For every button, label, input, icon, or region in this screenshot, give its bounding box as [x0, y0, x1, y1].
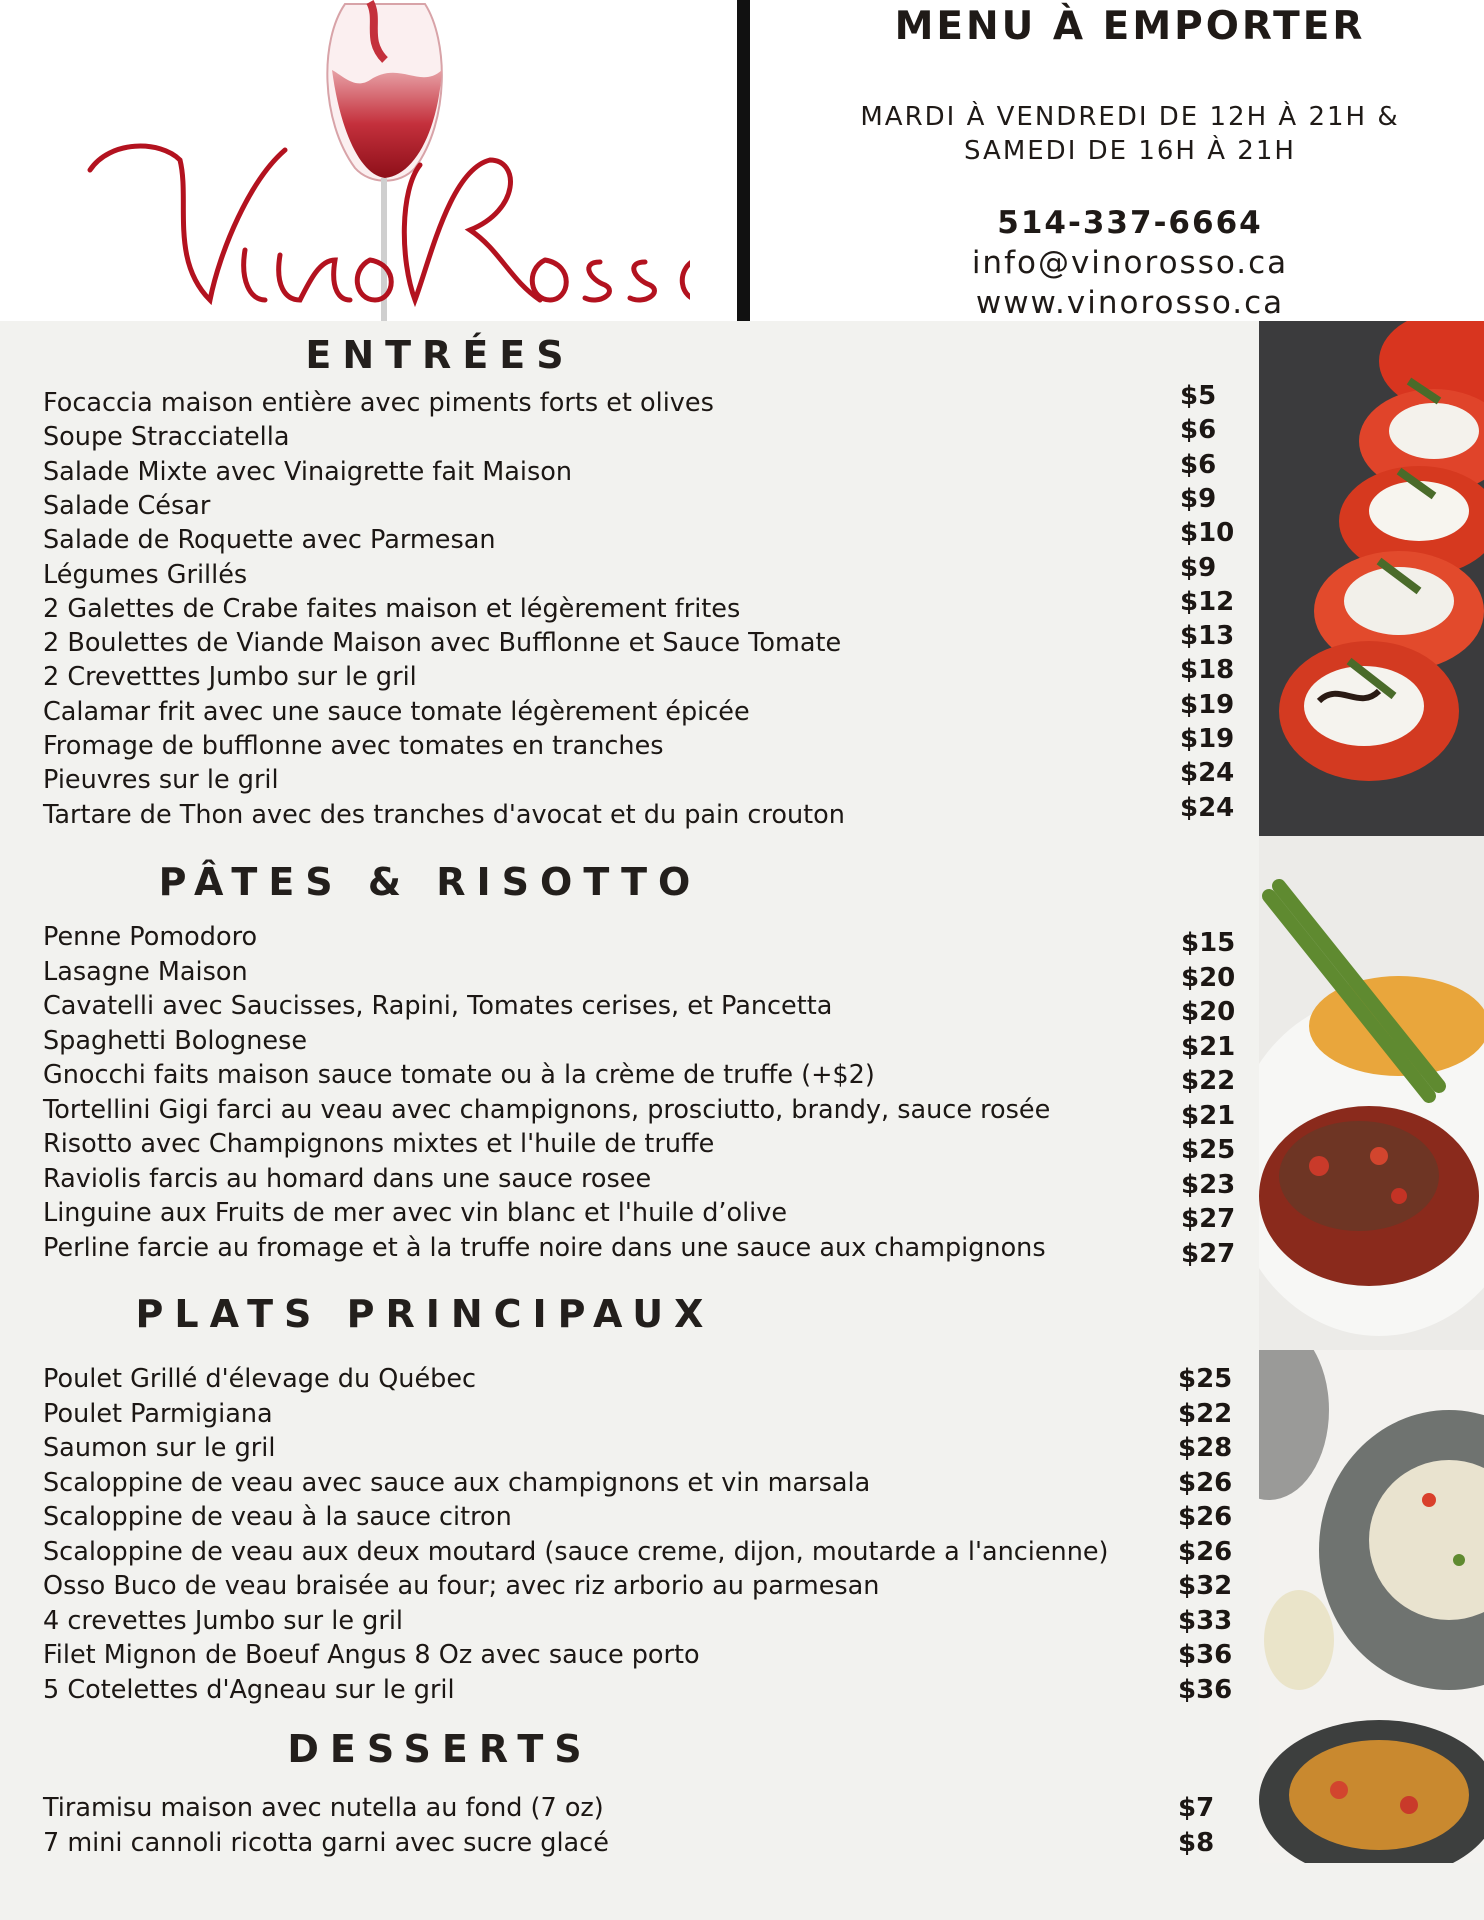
- opening-hours: [760, 100, 1484, 168]
- menu-item-name: 7 mini cannoli ricotta garni avec sucre glacé: [43, 1827, 609, 1858]
- menu-item-name: Saumon sur le gril: [43, 1433, 276, 1463]
- menu-item-price: $26: [1178, 1536, 1233, 1567]
- menu-item-price: $36: [1178, 1674, 1233, 1705]
- menu-item-name: Focaccia maison entière avec piments forts et olives: [43, 388, 714, 418]
- menu-item-price: $36: [1178, 1640, 1233, 1670]
- menu-item-price: $12: [1180, 586, 1235, 617]
- menu-item-name: Gnocchi faits maison sauce tomate ou à la crème de truffe (+$2): [43, 1060, 875, 1090]
- menu-item-name: Linguine aux Fruits de mer avec vin blanc et l'huile d’olive: [43, 1198, 788, 1228]
- menu-item-price: $5: [1180, 381, 1217, 411]
- menu-item-price: $32: [1178, 1571, 1233, 1601]
- osso-buco-photo: [1259, 836, 1484, 1350]
- menu-item-name: Calamar frit avec une sauce tomate légèrement épicée: [43, 696, 750, 727]
- menu-item-price: $27: [1181, 1204, 1236, 1234]
- menu-item-price: $20: [1181, 997, 1236, 1027]
- menu-item-price: $7: [1178, 1793, 1215, 1823]
- menu-item-price: $9: [1180, 552, 1217, 583]
- website-link[interactable]: www.vinorosso.ca: [975, 285, 1285, 321]
- menu-item-price: $24: [1180, 758, 1235, 789]
- menu-item-price: $26: [1178, 1467, 1233, 1498]
- menu-item-price: $8: [1178, 1827, 1215, 1858]
- menu-item-name: 2 Galettes de Crabe faites maison et légèrement frites: [43, 593, 741, 624]
- menu-item-name: Lasagne Maison: [43, 956, 248, 987]
- menu-item-name: Filet Mignon de Boeuf Angus 8 Oz avec sauce porto: [43, 1640, 700, 1670]
- hours-line-2: SAMEDI DE 16H À 21H: [964, 136, 1296, 166]
- menu-item-price: $6: [1180, 449, 1217, 480]
- menu-item-price: $22: [1181, 1066, 1236, 1096]
- vino-rosso-logo: [70, 0, 690, 321]
- menu-item-name: Spaghetti Bolognese: [43, 1025, 308, 1056]
- menu-item-price: $25: [1181, 1135, 1236, 1165]
- section-title-entrees: ENTRÉES: [305, 333, 575, 377]
- menu-item-price: $20: [1181, 962, 1236, 993]
- menu-item-name: Raviolis farcis au homard dans une sauce rosee: [43, 1163, 652, 1194]
- phone-number[interactable]: 514-337-6664: [997, 205, 1263, 241]
- menu-item-name: Osso Buco de veau braisée au four; avec riz arborio au parmesan: [43, 1571, 880, 1601]
- menu-item-price: $26: [1178, 1502, 1233, 1532]
- menu-item-name: Tartare de Thon avec des tranches d'avocat et du pain crouton: [43, 799, 845, 830]
- menu-item-price: $13: [1180, 621, 1235, 652]
- menu-item-name: Perline farcie au fromage et à la truffe noire dans une sauce aux champignons: [43, 1232, 1046, 1263]
- menu-item-price: $10: [1180, 518, 1235, 549]
- menu-item-name: Poulet Parmigiana: [43, 1398, 273, 1429]
- menu-item-name: Soupe Stracciatella: [43, 422, 290, 453]
- menu-item-name: Légumes Grillés: [43, 559, 248, 590]
- menu-item-price: $28: [1178, 1433, 1233, 1463]
- section-title-pates: PÂTES & RISOTTO: [158, 860, 702, 904]
- menu-item-price: $27: [1181, 1238, 1236, 1269]
- menu-item-name: 2 Boulettes de Viande Maison avec Bufflonne et Sauce Tomate: [43, 628, 842, 659]
- menu-item-name: Fromage de bufflonne avec tomates en tranches: [43, 731, 664, 761]
- caprese-photo: [1259, 321, 1484, 836]
- menu-item-price: $9: [1180, 483, 1217, 514]
- menu-item-price: $22: [1178, 1398, 1233, 1429]
- menu-item-price: $15: [1181, 928, 1236, 958]
- menu-item-price: $24: [1180, 792, 1235, 823]
- menu-item-name: Penne Pomodoro: [43, 922, 258, 952]
- menu-item-name: Scaloppine de veau aux deux moutard (sauce creme, dijon, moutarde a l'ancienne): [43, 1536, 1109, 1567]
- menu-item-name: Scaloppine de veau à la sauce citron: [43, 1502, 512, 1532]
- menu-item-price: $21: [1181, 1031, 1236, 1062]
- menu-item-price: $23: [1181, 1169, 1236, 1200]
- menu-item-price: $21: [1181, 1100, 1236, 1131]
- menu-header: [0, 0, 1484, 321]
- menu-item-price: $19: [1180, 724, 1235, 754]
- menu-item-name: 4 crevettes Jumbo sur le gril: [43, 1605, 403, 1636]
- menu-item-price: $6: [1180, 415, 1217, 446]
- menu-item-name: Salade Mixte avec Vinaigrette fait Maison: [43, 456, 572, 487]
- section-title-plats: PLATS PRINCIPAUX: [135, 1292, 715, 1336]
- menu-item-name: Tortellini Gigi farci au veau avec champignons, prosciutto, brandy, sauce rosée: [43, 1094, 1051, 1125]
- menu-item-name: Salade César: [43, 490, 211, 521]
- menu-title: MENU À EMPORTER: [894, 4, 1366, 49]
- header-divider: [737, 0, 750, 321]
- menu-item-name: Salade de Roquette avec Parmesan: [43, 525, 496, 556]
- menu-item-price: $25: [1178, 1364, 1233, 1394]
- menu-item-name: Poulet Grillé d'élevage du Québec: [43, 1364, 477, 1394]
- menu-item-name: 2 Crevetttes Jumbo sur le gril: [43, 662, 417, 693]
- menu-item-name: Cavatelli avec Saucisses, Rapini, Tomates cerises, et Pancetta: [43, 991, 833, 1021]
- section-title-desserts: DESSERTS: [287, 1727, 593, 1771]
- email-link[interactable]: info@vinorosso.ca: [971, 245, 1289, 281]
- hours-line-1: MARDI À VENDREDI DE 12H À 21H &: [860, 102, 1400, 132]
- menu-item-name: Tiramisu maison avec nutella au fond (7 oz): [43, 1793, 604, 1823]
- menu-item-name: 5 Cotelettes d'Agneau sur le gril: [43, 1674, 455, 1705]
- menu-item-price: $33: [1178, 1605, 1233, 1636]
- risotto-photo: [1259, 1350, 1484, 1863]
- menu-item-price: $19: [1180, 689, 1235, 720]
- menu-item-price: $18: [1180, 655, 1235, 686]
- menu-item-name: Pieuvres sur le gril: [43, 765, 279, 796]
- menu-item-name: Risotto avec Champignons mixtes et l'huile de truffe: [43, 1129, 715, 1159]
- menu-item-name: Scaloppine de veau avec sauce aux champignons et vin marsala: [43, 1467, 871, 1498]
